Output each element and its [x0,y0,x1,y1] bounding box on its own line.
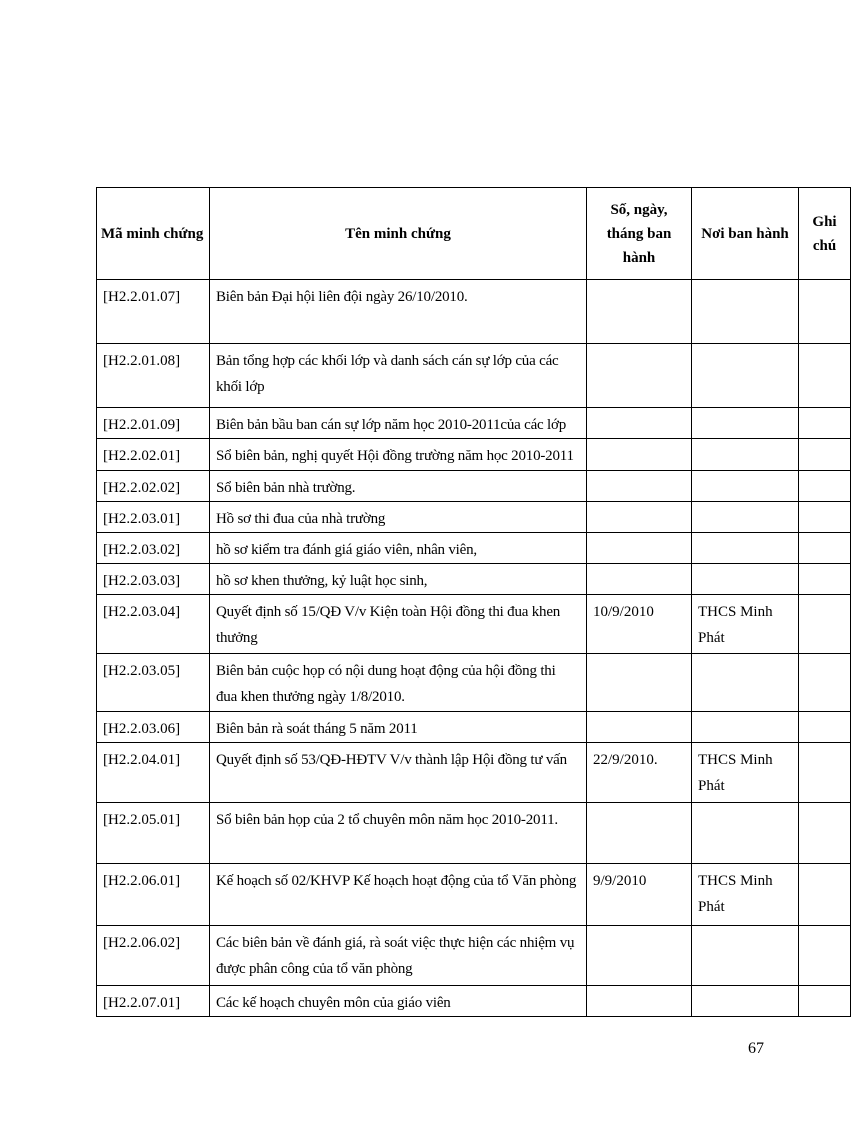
cell-evidence-name: hồ sơ kiểm tra đánh giá giáo viên, nhân viên, [210,533,587,564]
cell-evidence-code: [H2.2.03.06] [97,712,210,743]
cell-evidence-name: Hồ sơ thi đua của nhà trường [210,502,587,533]
cell-evidence-code: [H2.2.03.01] [97,502,210,533]
cell-evidence-name: hồ sơ khen thưởng, kỷ luật học sinh, [210,564,587,595]
cell-issue-number-date [587,280,692,344]
cell-evidence-name: Sổ biên bản họp của 2 tổ chuyên môn năm học 2010-2011. [210,803,587,864]
table-row [97,743,851,803]
cell-issue-number-date [587,712,692,743]
cell-issuer [692,533,799,564]
table-row [97,595,851,654]
cell-issuer [692,408,799,439]
cell-note [799,280,851,344]
cell-evidence-code: [H2.2.02.01] [97,439,210,471]
cell-issuer: THCS Minh Phát [692,864,799,926]
cell-evidence-code: [H2.2.03.05] [97,654,210,712]
cell-evidence-code: [H2.2.01.07] [97,280,210,344]
cell-evidence-name: Quyết định số 53/QĐ-HĐTV V/v thành lập Hội đồng tư vấn [210,743,587,803]
cell-issue-number-date [587,926,692,986]
cell-issue-number-date [587,564,692,595]
cell-evidence-name: Biên bản bầu ban cán sự lớp năm học 2010-2011của các lớp [210,408,587,439]
cell-issue-number-date [587,502,692,533]
cell-evidence-name: Các biên bản về đánh giá, rà soát việc thực hiện các nhiệm vụ được phân công của tổ văn phòng [210,926,587,986]
cell-evidence-name: Kế hoạch số 02/KHVP Kế hoạch hoạt động của tổ Văn phòng [210,864,587,926]
cell-note [799,926,851,986]
cell-issuer: THCS Minh Phát [692,595,799,654]
cell-evidence-name: Các kế hoạch chuyên môn của giáo viên [210,986,587,1017]
cell-issuer [692,344,799,408]
cell-issuer [692,564,799,595]
cell-evidence-name: Sổ biên bản, nghị quyết Hội đồng trường năm học 2010-2011 [210,439,587,471]
cell-issue-number-date [587,344,692,408]
table-row [97,502,851,533]
table-header-row [97,188,851,280]
cell-evidence-name: Biên bản cuộc họp có nội dung hoạt động của hội đồng thi đua khen thưởng ngày 1/8/2010. [210,654,587,712]
cell-evidence-code: [H2.2.01.08] [97,344,210,408]
cell-issuer [692,471,799,502]
cell-issuer [692,986,799,1017]
cell-note [799,986,851,1017]
cell-issuer [692,280,799,344]
table-row [97,654,851,712]
cell-issuer [692,712,799,743]
cell-issue-number-date: 9/9/2010 [587,864,692,926]
table-row [97,344,851,408]
table-row [97,280,851,344]
cell-issue-number-date [587,654,692,712]
cell-evidence-code: [H2.2.06.02] [97,926,210,986]
cell-evidence-code: [H2.2.03.04] [97,595,210,654]
cell-evidence-name: Biên bản rà soát tháng 5 năm 2011 [210,712,587,743]
header-issuer: Nơi ban hành [692,188,799,280]
cell-issue-number-date [587,803,692,864]
cell-issuer [692,439,799,471]
cell-note [799,408,851,439]
header-issue-number-date: Số, ngày, tháng ban hành [587,188,692,280]
cell-issue-number-date: 22/9/2010. [587,743,692,803]
table-row [97,986,851,1017]
table-row [97,564,851,595]
table-row [97,926,851,986]
cell-note [799,439,851,471]
cell-evidence-name: Sổ biên bản nhà trường. [210,471,587,502]
header-evidence-code: Mã minh chứng [97,188,210,280]
cell-note [799,803,851,864]
cell-evidence-code: [H2.2.04.01] [97,743,210,803]
cell-note [799,502,851,533]
cell-evidence-code: [H2.2.07.01] [97,986,210,1017]
cell-evidence-code: [H2.2.06.01] [97,864,210,926]
cell-issuer [692,803,799,864]
cell-note [799,743,851,803]
cell-evidence-name: Quyết định số 15/QĐ V/v Kiện toàn Hội đồng thi đua khen thưởng [210,595,587,654]
cell-issue-number-date [587,408,692,439]
cell-evidence-code: [H2.2.05.01] [97,803,210,864]
cell-note [799,344,851,408]
cell-issuer: THCS Minh Phát [692,743,799,803]
cell-note [799,564,851,595]
cell-note [799,654,851,712]
cell-note [799,533,851,564]
header-note: Ghi chú [799,188,851,280]
cell-issue-number-date: 10/9/2010 [587,595,692,654]
cell-issuer [692,926,799,986]
cell-evidence-code: [H2.2.02.02] [97,471,210,502]
evidence-table [96,187,851,1017]
cell-issue-number-date [587,986,692,1017]
table-row [97,533,851,564]
cell-evidence-name: Bản tổng hợp các khối lớp và danh sách cán sự lớp của các khối lớp [210,344,587,408]
cell-issuer [692,502,799,533]
table-body [97,280,851,1017]
table-row [97,803,851,864]
table-row [97,864,851,926]
cell-evidence-code: [H2.2.03.02] [97,533,210,564]
cell-issue-number-date [587,471,692,502]
cell-note [799,864,851,926]
cell-evidence-name: Biên bản Đại hội liên đội ngày 26/10/2010. [210,280,587,344]
table-row [97,471,851,502]
page-number: 67 [748,1040,764,1057]
table-row [97,408,851,439]
header-evidence-name: Tên minh chứng [210,188,587,280]
table-row [97,439,851,471]
cell-evidence-code: [H2.2.01.09] [97,408,210,439]
cell-note [799,595,851,654]
cell-issuer [692,654,799,712]
cell-issue-number-date [587,533,692,564]
cell-evidence-code: [H2.2.03.03] [97,564,210,595]
cell-note [799,712,851,743]
table-row [97,712,851,743]
cell-note [799,471,851,502]
cell-issue-number-date [587,439,692,471]
